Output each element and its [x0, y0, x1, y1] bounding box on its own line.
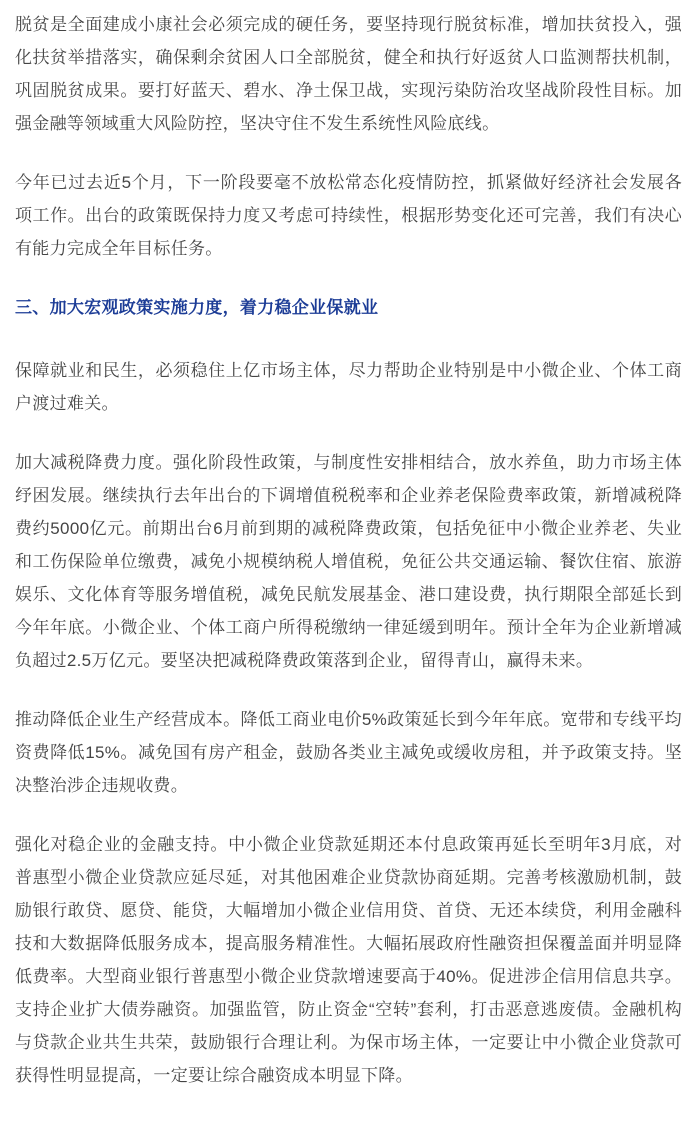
paragraph-poverty-alleviation: 脱贫是全面建成小康社会必须完成的硬任务，要坚持现行脱贫标准，增加扶贫投入，强化扶贫举措落实，确保剩余贫困人口全部脱贫，健全和执行好返贫人口监测帮扶机制，巩固脱贫成果。要打好蓝天、碧水、净土保卫战，实现污染防治攻坚战阶段性目标。加强金融等领域重大风险防控，坚决守住不发生系统性风险底线。 [15, 15, 682, 133]
section-heading-macro-policy: 三、加大宏观政策实施力度，着力稳企业保就业 [15, 298, 379, 317]
paragraph-protect-jobs: 保障就业和民生，必须稳住上亿市场主体，尽力帮助企业特别是中小微企业、个体工商户渡过难关。 [15, 361, 682, 413]
paragraph-lower-operating-costs: 推动降低企业生产经营成本。降低工商业电价5%政策延长到今年年底。宽带和专线平均资费降低15%。减免国有房产租金，鼓励各类业主减免或缓收房租，并予政策支持。坚决整治涉企违规收费。 [15, 710, 682, 795]
paragraph-next-stage-plan: 今年已过去近5个月，下一阶段要毫不放松常态化疫情防控，抓紧做好经济社会发展各项工作。出台的政策既保持力度又考虑可持续性，根据形势变化还可完善，我们有决心有能力完成全年目标任务。 [15, 173, 682, 258]
paragraph-tax-fee-cuts: 加大减税降费力度。强化阶段性政策，与制度性安排相结合，放水养鱼，助力市场主体纾困发展。继续执行去年出台的下调增值税税率和企业养老保险费率政策，新增减税降费约5000亿元。前期出台6月前到期的减税降费政策，包括免征中小微企业养老、失业和工伤保险单位缴费，减免小规模纳税人增值税，免征公共交通运输、餐饮住宿、旅游娱乐、文化体育等服务增值税，减免民航发展基金、港口建设费，执行期限全部延长到今年年底。小微企业、个体工商户所得税缴纳一律延缓到明年。预计全年为企业新增减负超过2.5万亿元。要坚决把减税降费政策落到企业，留得青山，赢得未来。 [15, 453, 682, 670]
paragraph-financial-support: 强化对稳企业的金融支持。中小微企业贷款延期还本付息政策再延长至明年3月底，对普惠型小微企业贷款应延尽延，对其他困难企业贷款协商延期。完善考核激励机制，鼓励银行敢贷、愿贷、能贷，大幅增加小微企业信用贷、首贷、无还本续贷，利用金融科技和大数据降低服务成本，提高服务精准性。大幅拓展政府性融资担保覆盖面并明显降低费率。大型商业银行普惠型小微企业贷款增速要高于40%。促进涉企信用信息共享。支持企业扩大债券融资。加强监管，防止资金“空转”套利，打击恶意逃废债。金融机构与贷款企业共生共荣，鼓励银行合理让利。为保市场主体，一定要让中小微企业贷款可获得性明显提高，一定要让综合融资成本明显下降。 [15, 835, 682, 1085]
